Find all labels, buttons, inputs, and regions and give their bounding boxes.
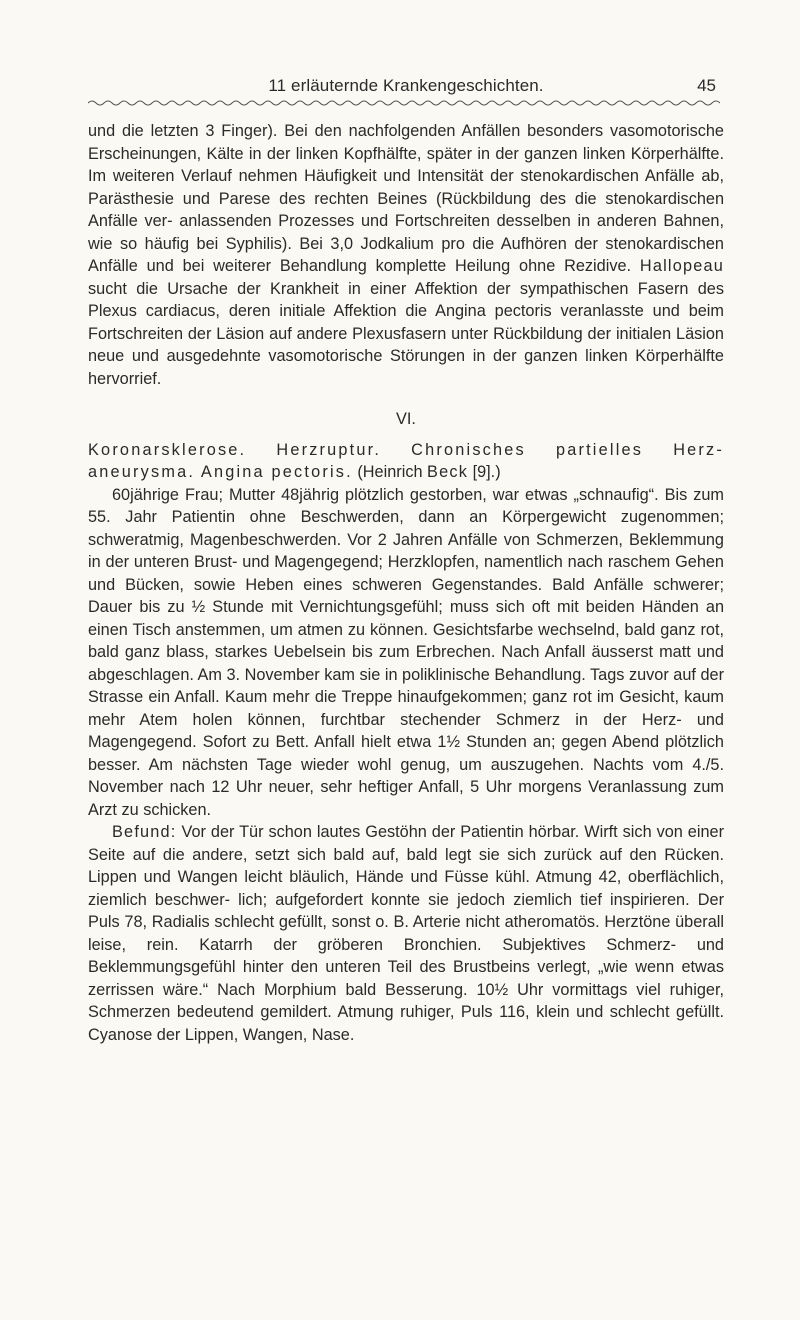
wavy-rule xyxy=(88,99,720,107)
section-heading: VI. xyxy=(396,410,416,428)
paragraph-3-text: Vor der Tür schon lautes Gestöhn der Patientin hörbar. Wirft sich von einer Seite auf die andere, setzt sich bald auf, bald legt sie sich zurück auf den Rücken. Lippen und Wangen leicht bläulich, Hände und Füsse kühl. Atmung 42, oberflächlich, ziemlich beschwer- lich; aufgefordert konnte sie jedoch ziemlich tief inspirieren. Der Puls 78, Radialis schlecht gefüllt, sonst o. B. Arterie nicht atheromatös. Herztöne überall leise, rein. Katarrh der gröberen Bronchien. Subjektives Schmerz- und Beklemmungsgefühl hinter den unteren Teil des Brustbeins verlegt, „wie wenn etwas zerrissen wäre.“ Nach Morphium bald Besserung. 10½ Uhr vormittags viel ruhiger, Schmerzen bedeutend gemildert. Atmung ruhiger, Puls 116, klein und schlecht gefüllt. Cyanose der Lippen, Wangen, Nase. xyxy=(88,823,724,1044)
case-source-name: Beck xyxy=(427,463,469,481)
case-title-spaced: Koronarsklerose. Herzruptur. Chronisches partielles Herz- aneurysma. Angina pectoris. xyxy=(88,440,724,481)
book-page xyxy=(88,0,724,1046)
paragraph-1-rest: sucht die Ursache der Krankheit in einer Affektion der sympathischen Fasern des Plexus cardiacus, deren initiale Affektion die Angina pectoris veranlasste und beim Fortschreiten der Läsion auf andere Plexusfasern unter Rückbildung der initialen Läsion neue und ausgedehnte vasomotorische Störungen in der ganzen linken Körperhälfte hervorrief. xyxy=(88,279,724,388)
case-title xyxy=(88,439,724,484)
paragraph-2: 60jährige Frau; Mutter 48jährig plötzlich gestorben, war etwas „schnaufig“. Bis zum 55. Jahr Patientin ohne Beschwerden, dann an Körpergewicht zugenommen; schweratmig, Magenbeschwerden. Vor 2 Jahren Anfälle von Schmerzen, Beklemmung in der unteren Brust- und Magengegend; Herzklopfen, namentlich nach raschem Gehen und Bücken, sowie Heben eines schweren Gegenstandes. Bald Anfälle schwerer; Dauer bis zu ½ Stunde mit Vernichtungsgefühl; muss sich oft mit beiden Händen an einen Tisch anstemmen, um atmen zu können. Gesichtsfarbe wechselnd, bald ganz rot, bald ganz blass, starkes Uebelsein bis zum Erbrechen. Nach Anfall äusserst matt und abgeschlagen. Am 3. November kam sie in poliklinische Behandlung. Tags zuvor auf der Strasse ein Anfall. Kaum mehr die Treppe hinaufgekommen; ganz rot im Gesicht, kaum mehr Atem holen können, furchtbar stechender Schmerz in der Herz- und Magengegend. Sofort zu Bett. Anfall hielt etwa 1½ Stunden an; gegen Abend plötzlich besser. Am nächsten Tage wieder wohl genug, um auszugehen. Nachts vom 4./5. November nach 12 Uhr neuer, sehr heftiger Anfall, 5 Uhr morgens Veranlassung zum Arzt zu schicken. xyxy=(88,485,724,819)
paragraph-3 xyxy=(88,821,724,1046)
running-title: 11 erläuternde Krankengeschichten. xyxy=(268,76,544,95)
author-name-hallopeau: Hallopeau xyxy=(639,257,724,275)
page-number: 45 xyxy=(697,76,716,95)
paragraph-1-text: und die letzten 3 Finger). Bei den nachfolgenden Anfällen besonders vasomotorische Erscheinungen, Kälte in der linken Kopfhälfte, später in der ganzen linken Körperhälfte. Im weiteren Verlauf nehmen Häufigkeit und Intensität der stenokardischen Anfälle ab, Parästhesie und Parese des rechten Beines (Rückbildung des die stenokardischen Anfälle ver- anlassenden Prozesses und Fortschreiten desselben in anderen Bahnen, wie so häufig bei Syphilis). Bei 3,0 Jodkalium pro die Aufhören der stenokardischen Anfälle und bei weiterer Behandlung komplette Heilung ohne Rezidive. xyxy=(88,122,724,275)
running-head xyxy=(88,76,724,116)
case-source-open: (Heinrich xyxy=(352,463,428,481)
befund-label: Befund: xyxy=(112,823,177,841)
case-source-ref: [9].) xyxy=(468,463,501,481)
paragraph-1 xyxy=(88,120,724,390)
body-text xyxy=(88,120,724,1046)
